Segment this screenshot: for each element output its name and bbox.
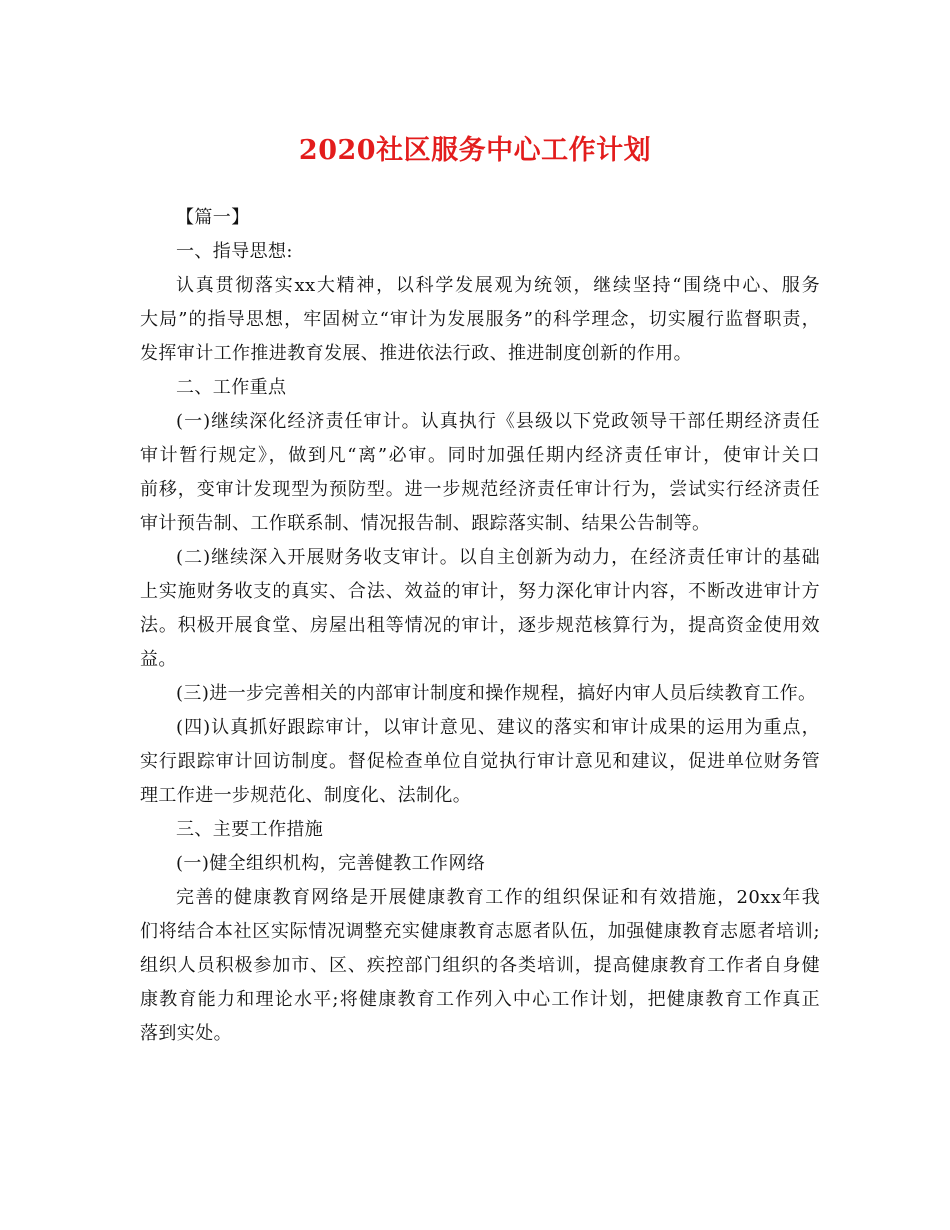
paragraph-line: 法。积极开展食堂、房屋出租等情况的审计，逐步规范核算行为，提高资金使用效 <box>140 615 820 636</box>
paragraph-line: 审计暂行规定》，做到凡“离”必审。同时加强任期内经济责任审计，使审计关口 <box>140 445 820 466</box>
section-heading: 三、主要工作措施 <box>176 819 324 840</box>
paragraph-line: 审计预告制、工作联系制、情况报告制、跟踪落实制、结果公告制等。 <box>140 513 711 534</box>
paragraph-line: 上实施财务收支的真实、合法、效益的审计，努力深化审计内容，不断改进审计方 <box>140 581 820 602</box>
paragraph-line: 落到实处。 <box>140 1023 232 1044</box>
subsection-heading: (一)健全组织机构，完善健教工作网络 <box>176 853 486 874</box>
document-body <box>140 201 820 1051</box>
paragraph-line: 益。 <box>140 649 177 670</box>
paragraph-line: 完善的健康教育网络是开展健康教育工作的组织保证和有效措施，20xx年我 <box>176 887 820 908</box>
paragraph-line: 前移，变审计发现型为预防型。进一步规范经济责任审计行为，尝试实行经济责任 <box>140 479 820 500</box>
section-label: 【篇一】 <box>176 207 250 228</box>
paragraph-line: 认真贯彻落实xx大精神，以科学发展观为统领，继续坚持“围绕中心、服务 <box>176 275 820 296</box>
paragraph-line: (二)继续深入开展财务收支审计。以自主创新为动力，在经济责任审计的基础 <box>176 547 820 568</box>
paragraph-line: 们将结合本社区实际情况调整充实健康教育志愿者队伍，加强健康教育志愿者培训; <box>140 921 820 942</box>
paragraph-line: 理工作进一步规范化、制度化、法制化。 <box>140 785 472 806</box>
paragraph-line: 大局”的指导思想，牢固树立“审计为发展服务”的科学理念，切实履行监督职责， <box>140 309 820 330</box>
paragraph-line: (三)进一步完善相关的内部审计制度和操作规程，搞好内审人员后续教育工作。 <box>176 683 817 704</box>
section-heading: 一、指导思想: <box>176 241 293 262</box>
paragraph-line: 实行跟踪审计回访制度。督促检查单位自觉执行审计意见和建议，促进单位财务管 <box>140 751 820 772</box>
paragraph-line: (一)继续深化经济责任审计。认真执行《县级以下党政领导干部任期经济责任 <box>176 411 820 432</box>
section-heading: 二、工作重点 <box>176 377 287 398</box>
paragraph-line: (四)认真抓好跟踪审计，以审计意见、建议的落实和审计成果的运用为重点， <box>176 717 820 738</box>
paragraph-line: 组织人员积极参加市、区、疾控部门组织的各类培训，提高健康教育工作者自身健 <box>140 955 820 976</box>
paragraph-line: 发挥审计工作推进教育发展、推进依法行政、推进制度创新的作用。 <box>140 343 692 364</box>
paragraph-line: 康教育能力和理论水平;将健康教育工作列入中心工作计划，把健康教育工作真正 <box>140 989 820 1010</box>
document-title: 2020社区服务中心工作计划 <box>298 135 652 166</box>
